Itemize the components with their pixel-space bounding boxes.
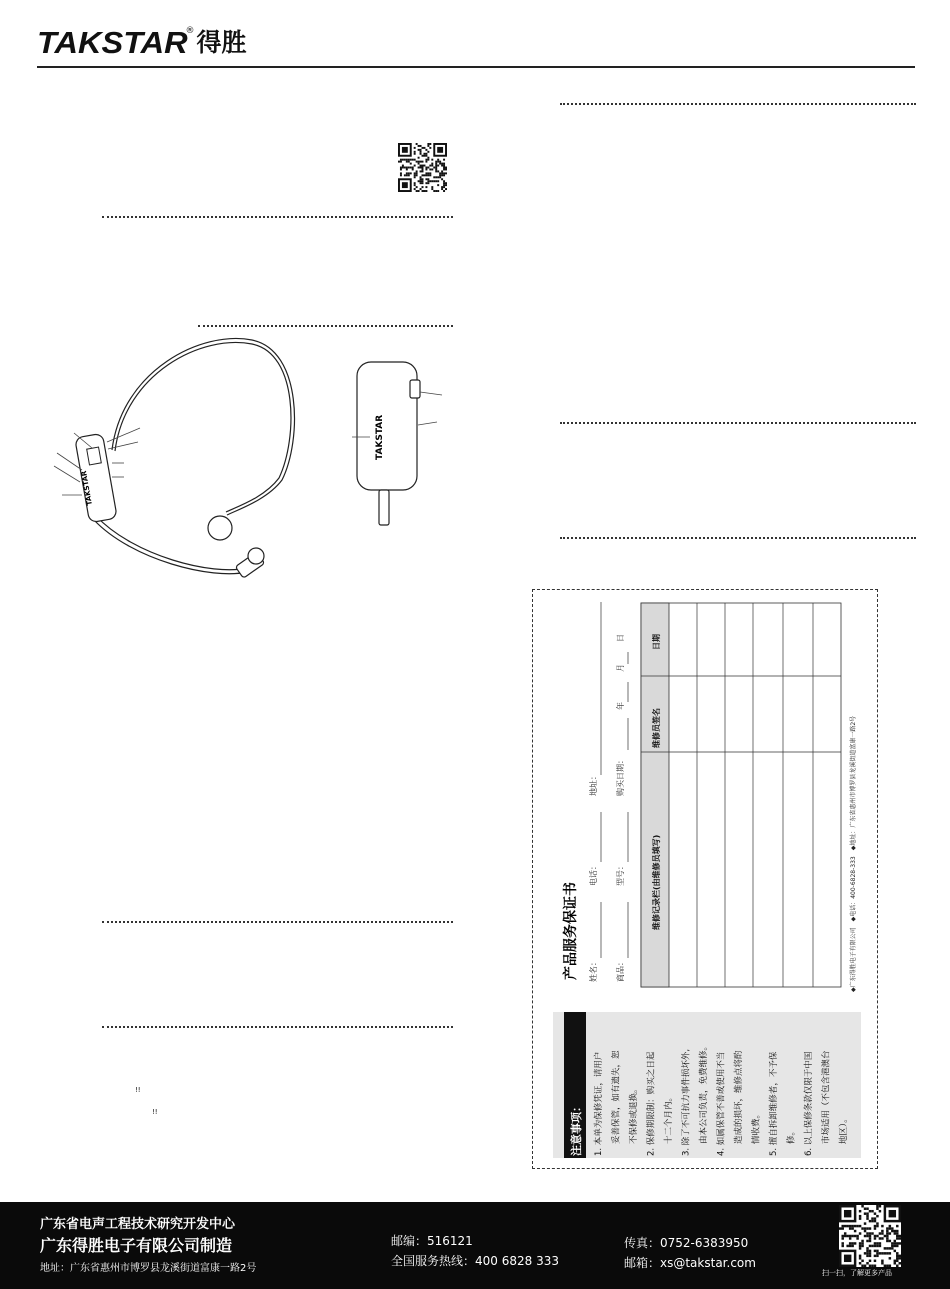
- takstar-logo: [37, 26, 247, 58]
- footer-email: 邮箱：xs@takstar.com: [624, 1256, 756, 1270]
- footer-address: 地址：广东省惠州市博罗县龙溪街道富康一路2号: [40, 1263, 257, 1274]
- section-divider: [560, 422, 916, 424]
- small-mark: !!: [152, 1108, 158, 1116]
- footer-company: 广东得胜电子有限公司制造: [40, 1236, 233, 1255]
- notice-line: 5. 擅自拆卸维修者，不予保: [769, 1051, 779, 1156]
- section-divider: [102, 921, 453, 923]
- footer-fax: 传真：0752-6383950: [624, 1236, 749, 1250]
- qr-code: [398, 143, 447, 192]
- notice-line: 6. 以上保修条款仅限于中国: [804, 1051, 814, 1156]
- field-name-label: 姓名：: [589, 958, 598, 982]
- header-divider: [37, 66, 915, 68]
- footer-postcode: 邮编：516121: [391, 1234, 473, 1248]
- field-day-label: 日: [616, 634, 625, 642]
- section-divider: [102, 1026, 453, 1028]
- notice-line: 十二个月内。: [664, 1092, 674, 1144]
- notice-line: 3. 除了不可抗力事件损坏外,: [681, 1048, 692, 1156]
- section-divider: [560, 537, 916, 539]
- footer-hotline: 全国服务热线：400 6828 333: [391, 1254, 559, 1268]
- page-footer: [0, 1202, 950, 1289]
- warranty-card: [532, 589, 878, 1169]
- notice-line: 由本公司负责，免费维修。: [699, 1041, 709, 1144]
- logo-registered-mark: ®: [185, 26, 195, 36]
- notice-line: 造成的损坏，维修点将酌: [734, 1050, 744, 1144]
- page-header: [0, 0, 950, 70]
- product-illustration: [52, 330, 452, 600]
- notice-line: 地区）。: [839, 1114, 849, 1144]
- section-divider: [102, 216, 453, 218]
- field-product-label: 商品：: [616, 958, 625, 982]
- logo-chinese-text: 得胜: [196, 28, 247, 57]
- field-purchase-date-label: 购买日期：: [616, 756, 625, 796]
- notice-line: 市场适用（不包含港澳台: [821, 1050, 832, 1144]
- field-address-label: 地址：: [589, 772, 598, 796]
- footer-center-name: 广东省电声工程技术研究开发中心: [40, 1217, 236, 1232]
- warranty-company-line: ◆广东得胜电子有限公司 ◆电话：400-6828-333 ◆地址：广东省惠州市博罗县龙溪街道富康一路2号: [850, 715, 857, 992]
- notice-line: 不保修或退换。: [629, 1084, 639, 1144]
- headset-brand-label: TAKSTAR: [79, 470, 94, 507]
- notice-title: 注意事项：: [570, 1101, 583, 1156]
- footer-qr-caption: 扫一扫，了解更多产品: [822, 1269, 892, 1277]
- logo-latin-text: TAKSTAR: [37, 25, 188, 60]
- notice-line: 1. 本单为保修凭证，请用户: [594, 1051, 604, 1156]
- receiver-brand-label: TAKSTAR: [375, 414, 385, 460]
- warranty-title: 产品服务保证书: [563, 882, 579, 980]
- field-year-label: 年: [616, 702, 625, 710]
- notice-line: 妥善保管，如有遗失，恕: [611, 1050, 622, 1144]
- section-divider: [560, 103, 916, 105]
- notice-line: 情收费。: [751, 1109, 762, 1144]
- section-divider: [198, 325, 453, 327]
- notice-line: 4. 如属保管不善或使用不当: [716, 1051, 727, 1156]
- table-header-signature: 维修员签名: [652, 708, 661, 748]
- field-phone-label: 电话：: [589, 862, 598, 886]
- notice-line: 2. 保修期限制：购买之日起: [646, 1051, 657, 1156]
- notice-line: 修。: [786, 1126, 797, 1144]
- field-month-label: 月: [616, 664, 625, 672]
- footer-qr-code: [839, 1205, 901, 1267]
- table-header-record: 维修记录栏(由维修员填写): [652, 834, 661, 930]
- small-mark: !!: [135, 1086, 141, 1094]
- field-model-label: 型号：: [616, 862, 625, 886]
- table-header-date: 日期: [652, 634, 661, 650]
